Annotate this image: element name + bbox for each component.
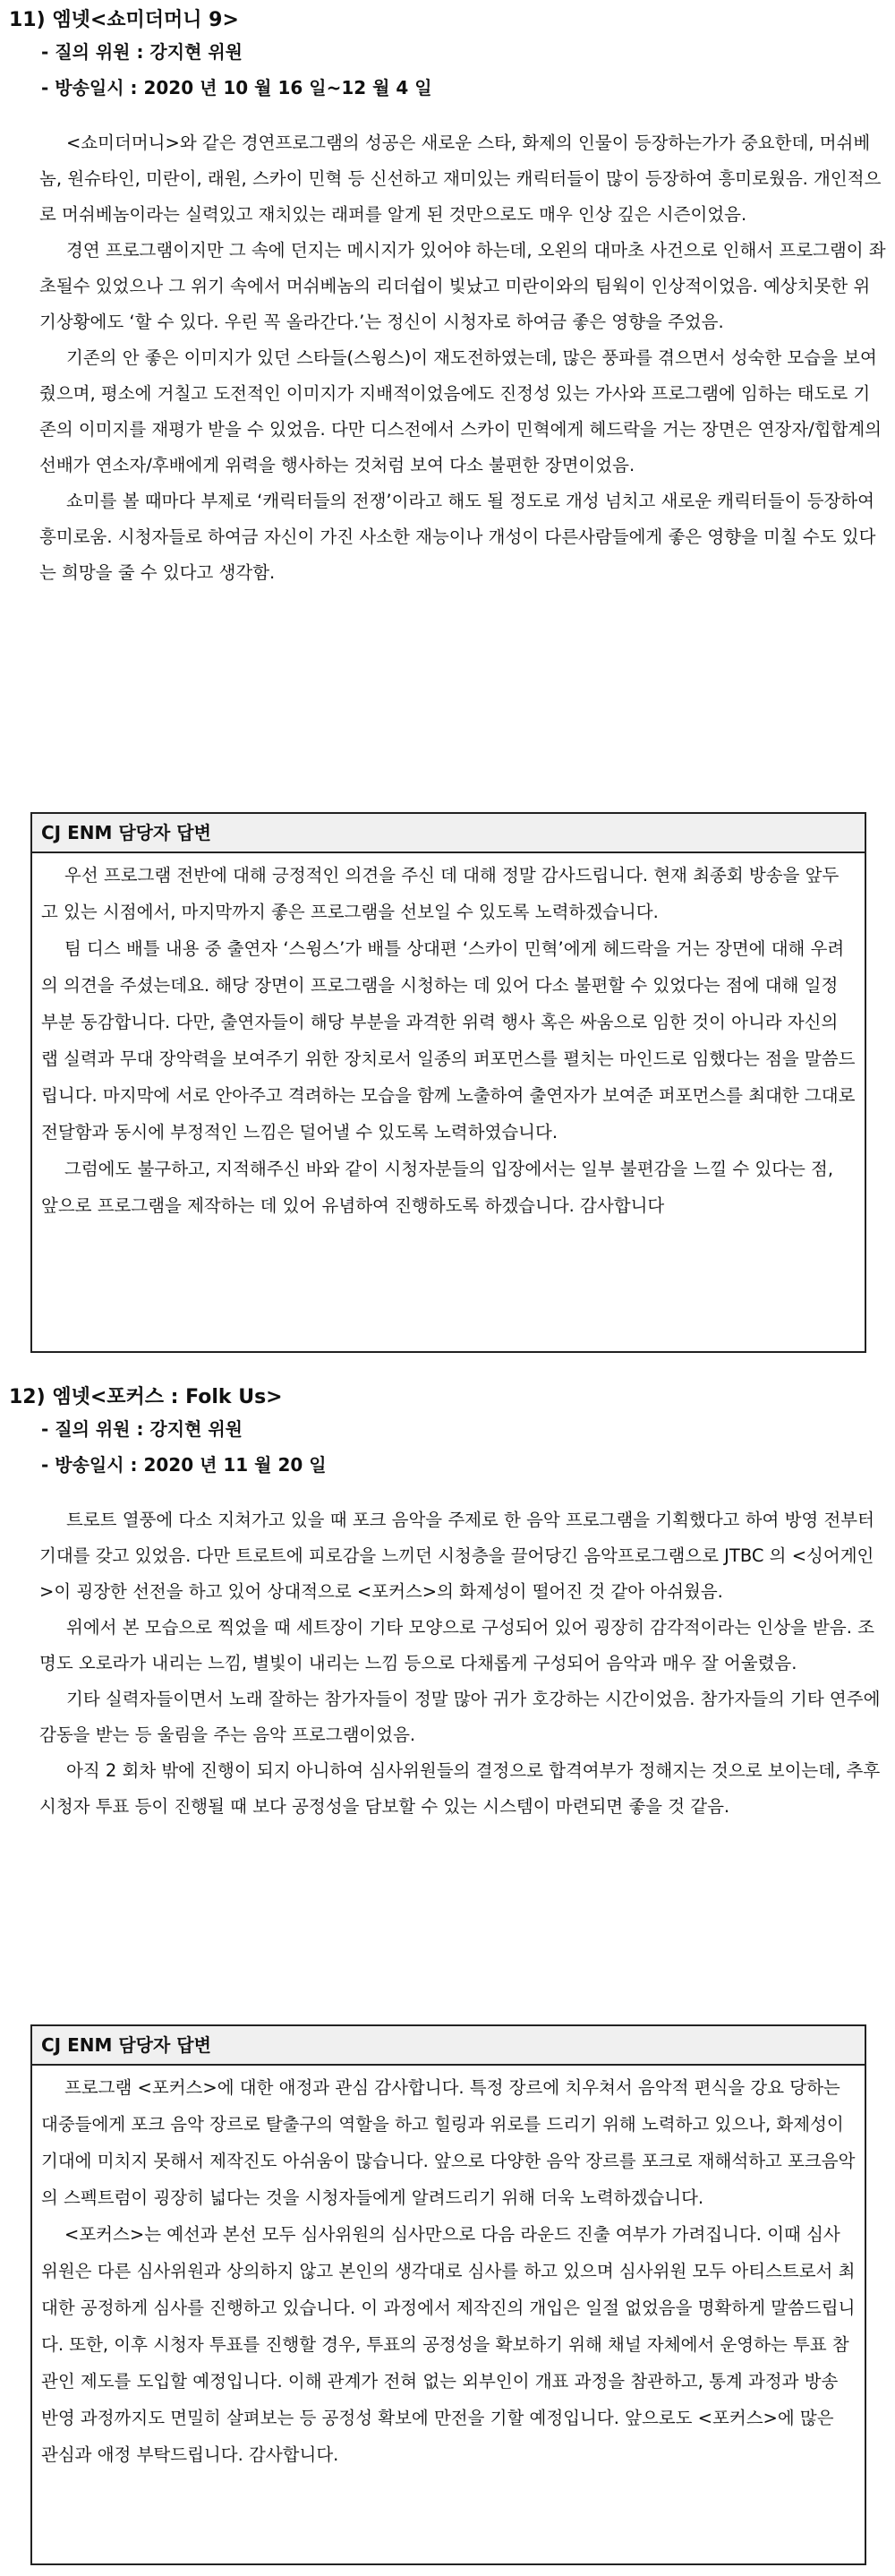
review-body xyxy=(39,1502,886,1825)
review-paragraph: 트로트 열풍에 다소 지쳐가고 있을 때 포크 음악을 주제로 한 음악 프로그램을 기획했다고 하여 방영 전부터 기대를 갖고 있었음. 다만 트로트에 피로감을 느끼던 시청층을 끌어당긴 음악프로그램으로 JTBC 의 <싱어게인>이 굉장한 선전을 하고 있어 상대적으로 <포커스>의 화제성이 떨어진 것 같아 아쉬웠음. xyxy=(39,1510,874,1602)
response-paragraph: 그럼에도 불구하고, 지적해주신 바와 같이 시청자분들의 입장에서는 일부 불편감을 느낄 수 있다는 점, 앞으로 프로그램을 제작하는 데 있어 유념하여 진행하도록 하겠습니다. 감사합니다 xyxy=(41,1159,834,1216)
review-paragraph: 기타 실력자들이면서 노래 잘하는 참가자들이 정말 많아 귀가 호강하는 시간이었음. 참가자들의 기타 연주에 감동을 받는 등 울림을 주는 음악 프로그램이었음. xyxy=(39,1689,881,1745)
review-paragraph: 아직 2 회차 밖에 진행이 되지 아니하여 심사위원들의 결정으로 합격여부가 정해지는 것으로 보이는데, 추후 시청자 투표 등이 진행될 때 보다 공정성을 담보할 수 있는 시스템이 마련되면 좋을 것 같음. xyxy=(39,1760,881,1817)
review-paragraph: 기존의 안 좋은 이미지가 있던 스타들(스윙스)이 재도전하였는데, 많은 풍파를 겪으면서 성숙한 모습을 보여줬으며, 평소에 거칠고 도전적인 이미지가 지배적이었음에도 진정성 있는 가사와 프로그램에 임하는 태도로 기존의 이미지를 재평가 받을 수 있었음. 다만 디스전에서 스카이 민혁에게 헤드락을 거는 장면은 연장자/힙합계의 선배가 연소자/후배에게 위력을 행사하는 것처럼 보여 다소 불편한 장면이었음. xyxy=(39,347,882,475)
section-heading: 11) 엠넷<쇼미더머니 9> xyxy=(9,9,239,31)
section-heading: 12) 엠넷<포커스 : Folk Us> xyxy=(9,1386,283,1408)
response-title: CJ ENM 담당자 답변 xyxy=(32,2026,865,2066)
response-box xyxy=(30,2024,866,2565)
review-paragraph: <쇼미더머니>와 같은 경연프로그램의 성공은 새로운 스타, 화제의 인물이 등장하는가가 중요한데, 머쉬베놈, 원슈타인, 미란이, 래원, 스카이 민혁 등 신선하고 재미있는 캐릭터들이 많이 등장하여 흥미로웠음. 개인적으로 머쉬베놈이라는 실력있고 재치있는 래퍼를 알게 된 것만으로도 매우 인상 깊은 시즌이었음. xyxy=(39,133,882,225)
review-body xyxy=(39,125,886,591)
committee-member-label: - 질의 위원 : 강지현 위원 xyxy=(41,1418,243,1440)
response-paragraph: 우선 프로그램 전반에 대해 긍정적인 의견을 주신 데 대해 정말 감사드립니다. 현재 최종회 방송을 앞두고 있는 시점에서, 마지막까지 좋은 프로그램을 선보일 수 있도록 노력하겠습니다. xyxy=(41,865,840,922)
response-title: CJ ENM 담당자 답변 xyxy=(32,814,865,853)
review-paragraph: 경연 프로그램이지만 그 속에 던지는 메시지가 있어야 하는데, 오왼의 대마초 사건으로 인해서 프로그램이 좌초될수 있었으나 그 위기 속에서 머쉬베놈의 리더쉽이 빛났고 미란이와의 팀웍이 인상적이었음. 예상치못한 위기상황에도 ‘할 수 있다. 우린 꼭 올라간다.’는 정신이 시청자로 하여금 좋은 영향을 주었음. xyxy=(39,240,886,332)
response-box xyxy=(30,812,866,1353)
response-body xyxy=(32,853,865,1231)
airdate-label: - 방송일시 : 2020 년 10 월 16 일~12 월 4 일 xyxy=(41,77,432,98)
response-paragraph: 팀 디스 배틀 내용 중 출연자 ‘스윙스’가 배틀 상대편 ‘스카이 민혁’에게 헤드락을 거는 장면에 대해 우려의 의견을 주셨는데요. 해당 장면이 프로그램을 시청하는 데 있어 다소 불편할 수 있었다는 점에 대해 일정 부분 동감합니다. 다만, 출연자들이 해당 부분을 과격한 위력 행사 혹은 싸움으로 임한 것이 아니라 자신의 랩 실력과 무대 장악력을 보여주기 위한 장치로서 일종의 퍼포먼스를 펼치는 마인드로 임했다는 점을 말씀드립니다. 마지막에 서로 안아주고 격려하는 모습을 함께 노출하여 출연자가 보여준 퍼포먼스를 최대한 그대로 전달함과 동시에 부정적인 느낌은 덜어낼 수 있도록 노력하였습니다. xyxy=(41,938,856,1143)
airdate-label: - 방송일시 : 2020 년 11 월 20 일 xyxy=(41,1454,327,1476)
committee-member-label: - 질의 위원 : 강지현 위원 xyxy=(41,41,243,63)
response-paragraph: <포커스>는 예선과 본선 모두 심사위원의 심사만으로 다음 라운드 진출 여부가 가려집니다. 이때 심사위원은 다른 심사위원과 상의하지 않고 본인의 생각대로 심사를 하고 있으며 심사위원 모두 아티스트로서 최대한 공정하게 심사를 진행하고 있습니다. 이 과정에서 제작진의 개입은 일절 없었음을 명확하게 말씀드립니다. 또한, 이후 시청자 투표를 진행할 경우, 투표의 공정성을 확보하기 위해 채널 자체에서 운영하는 투표 참관인 제도를 도입할 예정입니다. 이해 관계가 전혀 없는 외부인이 개표 과정을 참관하고, 통계 과정과 방송 반영 과정까지도 면밀히 살펴보는 등 공정성 확보에 만전을 기할 예정입니다. 앞으로도 <포커스>에 많은 관심과 애정 부탁드립니다. 감사합니다. xyxy=(41,2224,856,2465)
review-paragraph: 위에서 본 모습으로 찍었을 때 세트장이 기타 모양으로 구성되어 있어 굉장히 감각적이라는 인상을 받음. 조명도 오로라가 내리는 느낌, 별빛이 내리는 느낌 등으로 다채롭게 구성되어 음악과 매우 잘 어울렸음. xyxy=(39,1617,874,1673)
review-paragraph: 쇼미를 볼 때마다 부제로 ‘캐릭터들의 전쟁’이라고 해도 될 정도로 개성 넘치고 새로운 캐릭터들이 등장하여 흥미로움. 시청자들로 하여금 자신이 가진 사소한 재능이나 개성이 다른사람들에게 좋은 영향을 미칠 수도 있다는 희망을 줄 수 있다고 생각함. xyxy=(39,491,876,583)
response-body xyxy=(32,2066,865,2480)
response-paragraph: 프로그램 <포커스>에 대한 애정과 관심 감사합니다. 특정 장르에 치우쳐서 음악적 편식을 강요 당하는 대중들에게 포크 음악 장르로 탈출구의 역할을 하고 힐링과 위로를 드리기 위해 노력하고 있으나, 화제성이 기대에 미치지 못해서 제작진도 아쉬움이 많습니다. 앞으로 다양한 음악 장르를 포크로 재해석하고 포크음악의 스펙트럼이 굉장히 넓다는 것을 시청자들에게 알려드리기 위해 더욱 노력하겠습니다. xyxy=(41,2077,856,2208)
